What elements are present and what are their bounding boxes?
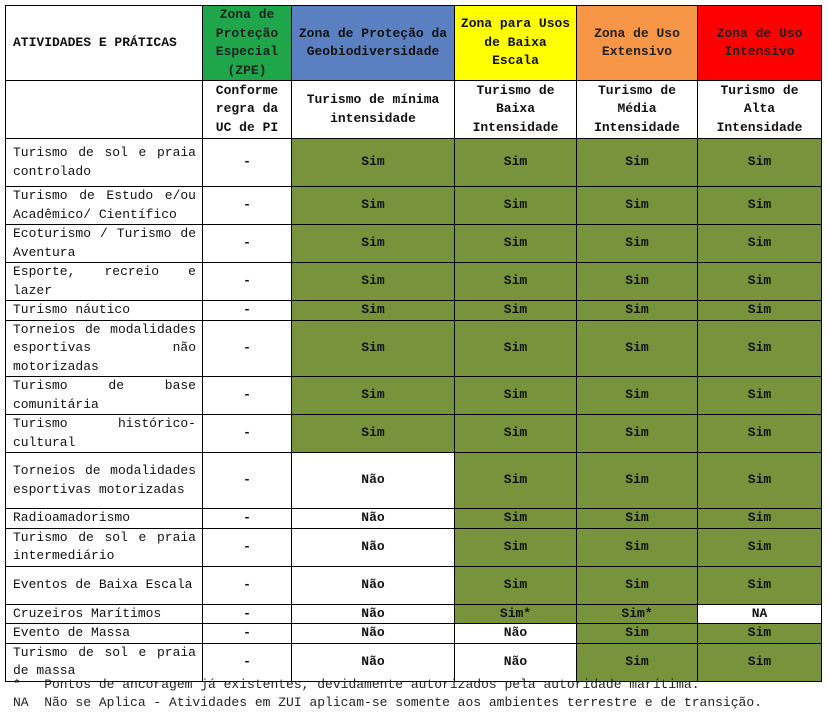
cell-zone-0: - — [203, 643, 292, 681]
activity-name: Turismo náutico — [6, 301, 203, 321]
cell-zone-1: Não — [292, 509, 455, 529]
cell-zone-3: Sim — [577, 225, 698, 263]
cell-zone-4: Sim — [698, 643, 822, 681]
cell-zone-1: Sim — [292, 415, 455, 453]
zone-header-zpe: Zona de Proteção Especial (ZPE) — [203, 6, 292, 81]
table-row — [6, 415, 822, 453]
table-row — [6, 377, 822, 415]
cell-zone-0: - — [203, 139, 292, 187]
cell-zone-3: Sim — [577, 320, 698, 377]
cell-zone-1: Não — [292, 566, 455, 604]
cell-zone-4: NA — [698, 604, 822, 624]
activity-name: Turismo de base comunitária — [6, 377, 203, 415]
cell-zone-2: Sim — [455, 509, 577, 529]
cell-zone-3: Sim — [577, 566, 698, 604]
cell-zone-2: Sim — [455, 453, 577, 509]
zone-subtitle-baixa-escala: Turismo de Baixa Intensidade — [455, 81, 577, 139]
activity-name: Cruzeiros Marítimos — [6, 604, 203, 624]
cell-zone-1: Não — [292, 453, 455, 509]
cell-zone-3: Sim — [577, 453, 698, 509]
cell-zone-4: Sim — [698, 187, 822, 225]
cell-zone-2: Sim — [455, 139, 577, 187]
footnotes — [13, 676, 762, 712]
cell-zone-3: Sim — [577, 624, 698, 644]
table-row — [6, 528, 822, 566]
cell-zone-0: - — [203, 624, 292, 644]
cell-zone-1: Sim — [292, 187, 455, 225]
activity-name: Radioamadorismo — [6, 509, 203, 529]
cell-zone-4: Sim — [698, 377, 822, 415]
cell-zone-1: Sim — [292, 320, 455, 377]
table-row — [6, 139, 822, 187]
table-row — [6, 453, 822, 509]
zone-subtitle-uso-intensivo: Turismo de Alta Intensidade — [698, 81, 822, 139]
activity-name: Esporte, recreio e lazer — [6, 263, 203, 301]
cell-zone-0: - — [203, 320, 292, 377]
cell-zone-0: - — [203, 301, 292, 321]
cell-zone-1: Não — [292, 604, 455, 624]
activity-name: Turismo de sol e praia de massa — [6, 643, 203, 681]
table-row — [6, 225, 822, 263]
cell-zone-1: Sim — [292, 139, 455, 187]
table-row — [6, 509, 822, 529]
activities-body — [6, 139, 822, 682]
activity-name: Turismo de sol e praia controlado — [6, 139, 203, 187]
zone-subtitle-zpe: Conforme regra da UC de PI — [203, 81, 292, 139]
cell-zone-2: Sim — [455, 566, 577, 604]
cell-zone-0: - — [203, 453, 292, 509]
table-row — [6, 301, 822, 321]
cell-zone-0: - — [203, 509, 292, 529]
cell-zone-1: Não — [292, 624, 455, 644]
cell-zone-4: Sim — [698, 301, 822, 321]
zone-header-baixa-escala: Zona para Usos de Baixa Escala — [455, 6, 577, 81]
cell-zone-4: Sim — [698, 225, 822, 263]
cell-zone-3: Sim* — [577, 604, 698, 624]
cell-zone-1: Sim — [292, 301, 455, 321]
table-row — [6, 263, 822, 301]
cell-zone-3: Sim — [577, 377, 698, 415]
cell-zone-4: Sim — [698, 415, 822, 453]
footnote-na: NA Não se Aplica - Atividades em ZUI aplicam-se somente aos ambientes terrestre e de transição. — [13, 695, 762, 710]
cell-zone-3: Sim — [577, 301, 698, 321]
footnote-asterisk: * Pontos de ancoragem já existentes, devidamente autorizados pela autoridade marítima. — [13, 677, 700, 692]
cell-zone-4: Sim — [698, 509, 822, 529]
table-row — [6, 624, 822, 644]
table-row — [6, 320, 822, 377]
cell-zone-1: Sim — [292, 377, 455, 415]
cell-zone-1: Sim — [292, 225, 455, 263]
cell-zone-4: Sim — [698, 320, 822, 377]
zone-subtitle-geobiodiversidade: Turismo de mínima intensidade — [292, 81, 455, 139]
cell-zone-0: - — [203, 604, 292, 624]
activities-subheader-empty — [6, 81, 203, 139]
activity-name: Torneios de modalidades esportivas não motorizadas — [6, 320, 203, 377]
activity-name: Turismo de sol e praia intermediário — [6, 528, 203, 566]
cell-zone-2: Sim — [455, 263, 577, 301]
activity-name: Turismo de Estudo e/ou Acadêmico/ Científico — [6, 187, 203, 225]
cell-zone-3: Sim — [577, 643, 698, 681]
cell-zone-4: Sim — [698, 566, 822, 604]
activity-name: Evento de Massa — [6, 624, 203, 644]
cell-zone-2: Sim — [455, 225, 577, 263]
cell-zone-2: Não — [455, 643, 577, 681]
activity-name: Ecoturismo / Turismo de Aventura — [6, 225, 203, 263]
cell-zone-0: - — [203, 187, 292, 225]
zone-header-uso-intensivo: Zona de Uso Intensivo — [698, 6, 822, 81]
cell-zone-0: - — [203, 415, 292, 453]
cell-zone-3: Sim — [577, 415, 698, 453]
cell-zone-4: Sim — [698, 263, 822, 301]
activity-name: Turismo histórico-cultural — [6, 415, 203, 453]
activity-name: Eventos de Baixa Escala — [6, 566, 203, 604]
zone-header-geobiodiversidade: Zona de Proteção da Geobiodiversidade — [292, 6, 455, 81]
cell-zone-0: - — [203, 225, 292, 263]
cell-zone-3: Sim — [577, 187, 698, 225]
activities-header: ATIVIDADES E PRÁTICAS — [6, 6, 203, 81]
table-row — [6, 604, 822, 624]
cell-zone-2: Não — [455, 624, 577, 644]
activity-name: Torneios de modalidades esportivas motorizadas — [6, 453, 203, 509]
cell-zone-4: Sim — [698, 528, 822, 566]
zone-subtitle-uso-extensivo: Turismo de Média Intensidade — [577, 81, 698, 139]
cell-zone-2: Sim — [455, 377, 577, 415]
table-row — [6, 187, 822, 225]
zone-header-row — [6, 6, 822, 81]
cell-zone-3: Sim — [577, 263, 698, 301]
cell-zone-0: - — [203, 263, 292, 301]
cell-zone-0: - — [203, 528, 292, 566]
cell-zone-4: Sim — [698, 139, 822, 187]
cell-zone-2: Sim — [455, 187, 577, 225]
cell-zone-3: Sim — [577, 139, 698, 187]
cell-zone-2: Sim — [455, 415, 577, 453]
zone-header-uso-extensivo: Zona de Uso Extensivo — [577, 6, 698, 81]
cell-zone-1: Não — [292, 643, 455, 681]
table-row — [6, 566, 822, 604]
cell-zone-2: Sim — [455, 528, 577, 566]
cell-zone-2: Sim — [455, 301, 577, 321]
cell-zone-0: - — [203, 566, 292, 604]
cell-zone-3: Sim — [577, 509, 698, 529]
cell-zone-1: Não — [292, 528, 455, 566]
cell-zone-4: Sim — [698, 624, 822, 644]
cell-zone-4: Sim — [698, 453, 822, 509]
cell-zone-1: Sim — [292, 263, 455, 301]
cell-zone-3: Sim — [577, 528, 698, 566]
cell-zone-2: Sim* — [455, 604, 577, 624]
zoning-activities-table — [5, 5, 822, 682]
cell-zone-0: - — [203, 377, 292, 415]
cell-zone-2: Sim — [455, 320, 577, 377]
zone-subtitle-row — [6, 81, 822, 139]
